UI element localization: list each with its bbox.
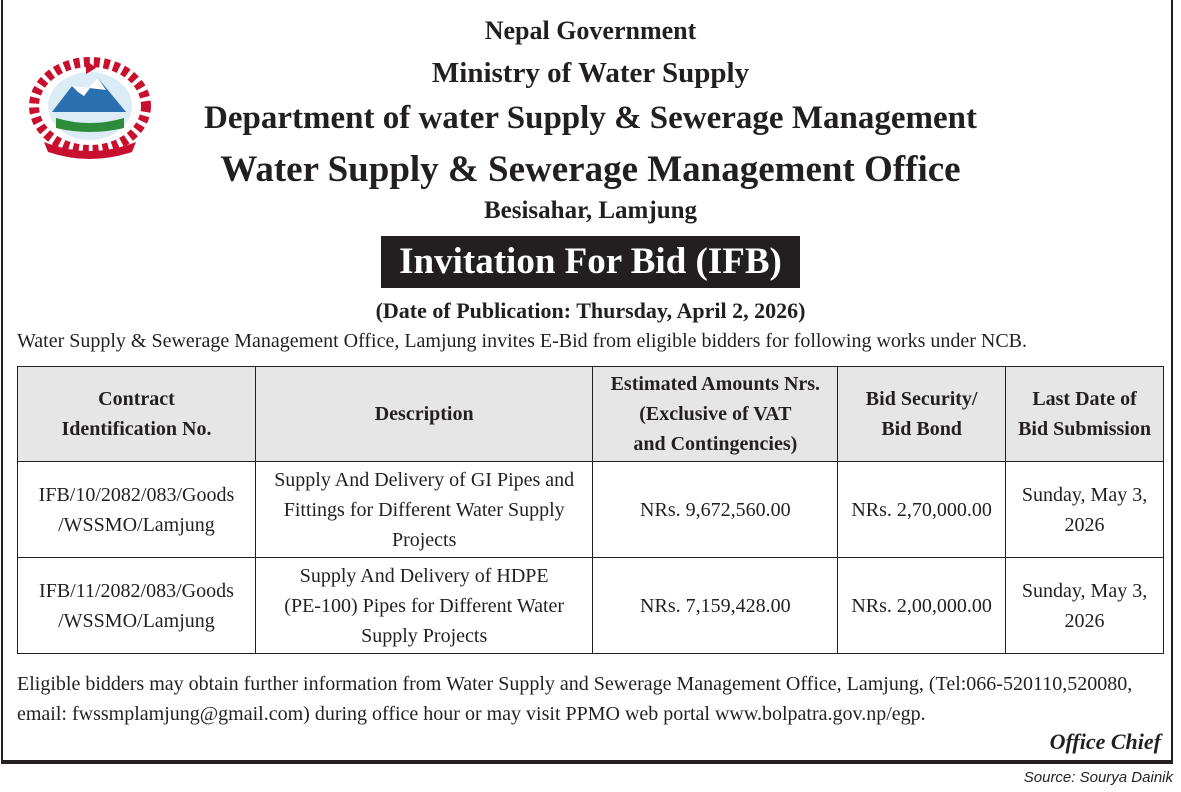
description: Supply And Delivery of HDPE (PE-100) Pipes for Different Water Supply Projects xyxy=(255,558,593,654)
header-last-date: Last Date of Bid Submission xyxy=(1006,367,1164,462)
footer-info-line1: Eligible bidders may obtain further information from Water Supply and Sewerage Management Office, Lamjung, (Tel:066-520110,520080, xyxy=(17,673,1133,695)
department-name: Department of water Supply & Sewerage Management xyxy=(204,100,977,136)
bid-table xyxy=(17,366,1164,654)
last-date: Sunday, May 3, 2026 xyxy=(1006,462,1164,558)
table-row xyxy=(18,462,1164,558)
header-description: Description xyxy=(255,367,593,462)
office-location: Besisahar, Lamjung xyxy=(483,197,697,224)
office-name: Water Supply & Sewerage Management Office xyxy=(220,149,961,190)
signatory: Office Chief xyxy=(1049,729,1161,754)
estimated-amount: NRs. 9,672,560.00 xyxy=(593,462,838,558)
table-header-row xyxy=(18,367,1164,462)
description: Supply And Delivery of GI Pipes and Fittings for Different Water Supply Projects xyxy=(255,462,593,558)
last-date: Sunday, May 3, 2026 xyxy=(1006,558,1164,654)
header-bid-security: Bid Security/ Bid Bond xyxy=(838,367,1006,462)
intro-text: Water Supply & Sewerage Management Office, Lamjung invites E-Bid from eligible bidders for following works under NCB. xyxy=(17,330,1028,352)
header-contract-id: Contract Identification No. xyxy=(18,367,256,462)
contract-id: IFB/11/2082/083/Goods /WSSMO/Lamjung xyxy=(18,558,256,654)
footer-info-line2: email: fwssmplamjung@gmail.com) during office hour or may visit PPMO web portal www.bolpatra.gov.np/egp. xyxy=(17,703,926,725)
source-credit: Source: Sourya Dainik xyxy=(1023,769,1173,786)
notice-title: Invitation For Bid (IFB) xyxy=(381,236,800,288)
ministry-name: Ministry of Water Supply xyxy=(431,57,750,89)
bid-security: NRs. 2,00,000.00 xyxy=(838,558,1006,654)
table-row xyxy=(18,558,1164,654)
contract-id: IFB/10/2082/083/Goods /WSSMO/Lamjung xyxy=(18,462,256,558)
header-estimated-amount: Estimated Amounts Nrs. (Exclusive of VAT and Contingencies) xyxy=(593,367,838,462)
government-name: Nepal Government xyxy=(484,16,697,45)
estimated-amount: NRs. 7,159,428.00 xyxy=(593,558,838,654)
bid-security: NRs. 2,70,000.00 xyxy=(838,462,1006,558)
publication-date: (Date of Publication: Thursday, April 2, 2026) xyxy=(375,298,806,323)
